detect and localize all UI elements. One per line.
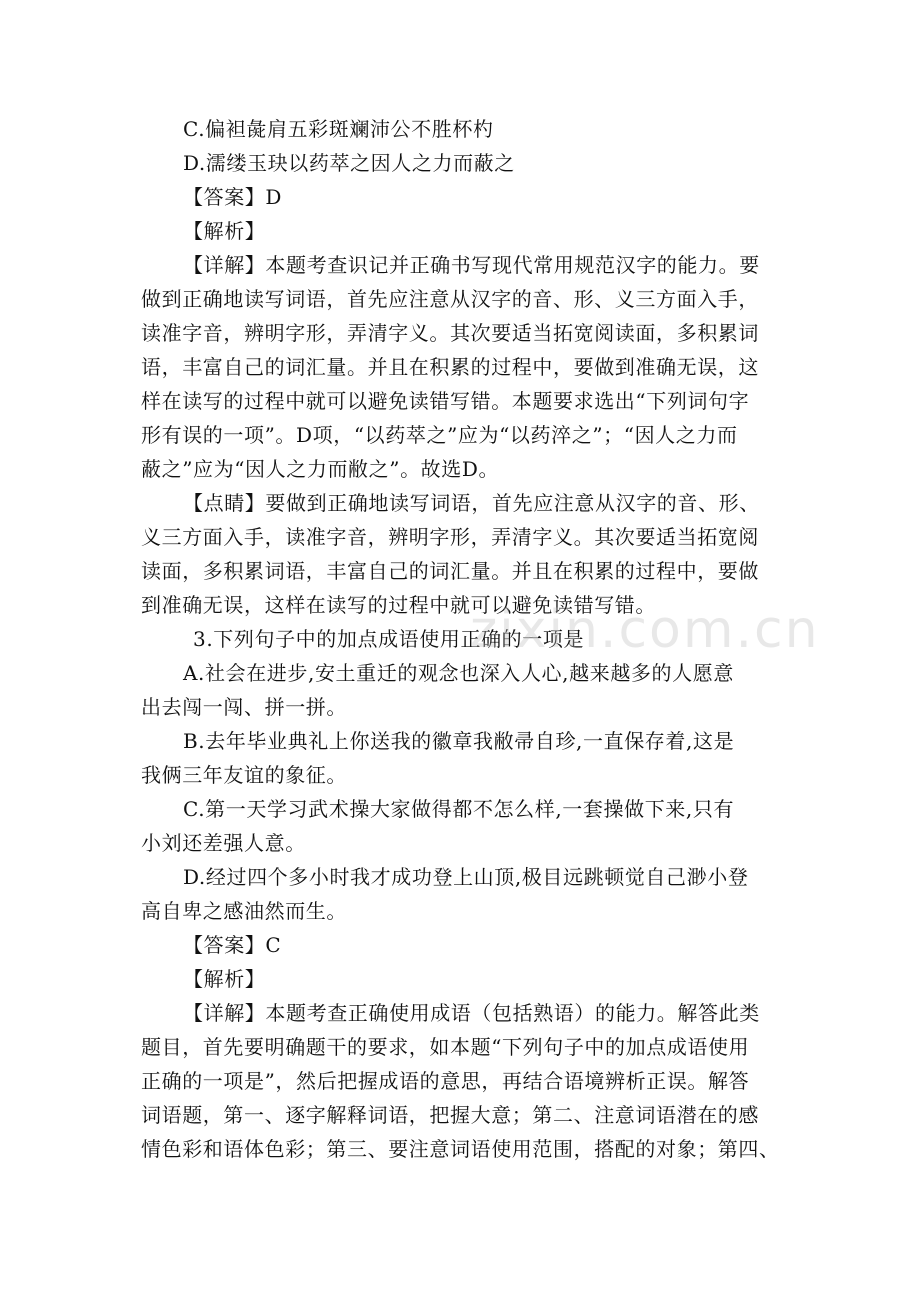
text-line: 样在读写的过程中就可以避免读错写错。本题要求选出“下列词句字 (141, 389, 750, 413)
text-line: 到准确无误，这样在读写的过程中就可以避免读错写错。 (141, 593, 656, 617)
text-line: 3.下列句子中的加点成语使用正确的一项是 (193, 627, 585, 651)
text-line: 高自卑之感油然而生。 (141, 899, 347, 923)
text-line: 义三方面入手，读准字音，辨明字形，弄清字义。其次要适当拓宽阅 (141, 525, 759, 549)
text-line: 语，丰富自己的词汇量。并且在积累的过程中，要做到准确无误，这 (141, 355, 759, 379)
text-line: 【解析】 (183, 219, 266, 243)
text-line: 情色彩和语体色彩；第三、要注意词语使用范围，搭配的对象；第四、 (141, 1137, 780, 1161)
watermark: zixin.com.cn (470, 600, 820, 660)
document-body (141, 112, 781, 1166)
text-line: 读面，多积累词语，丰富自己的词汇量。并且在积累的过程中，要做 (141, 559, 759, 583)
text-line: A.社会在进步,安土重迁的观念也深入人心,越来越多的人愿意 (183, 661, 734, 685)
text-line: 【答案】C (183, 933, 282, 957)
text-line: C.第一天学习武术操大家做得都不怎么样,一套操做下来,只有 (183, 797, 735, 821)
text-line: 正确的一项是”，然后把握成语的意思，再结合语境辨析正误。解答 (141, 1069, 750, 1093)
text-line: 词语题，第一、逐字解释词语，把握大意；第二、注意词语潜在的感 (141, 1103, 759, 1127)
text-line: 【详解】本题考查识记并正确书写现代常用规范汉字的能力。要 (183, 253, 760, 277)
text-line: 小刘还差强人意。 (141, 831, 306, 855)
text-line: 读准字音，辨明字形，弄清字义。其次要适当拓宽阅读面，多积累词 (141, 321, 759, 345)
text-line: 形有误的一项”。D项，“以药萃之”应为“以药淬之”；“因人之力而 (141, 423, 738, 447)
text-line: 出去闯一闯、拼一拼。 (141, 695, 347, 719)
text-line: B.去年毕业典礼上你送我的徽章我敝帚自珍,一直保存着,这是 (183, 729, 735, 753)
text-line: 我俩三年友谊的象征。 (141, 763, 347, 787)
text-line: 蔽之”应为“因人之力而敝之”。故选D。 (141, 457, 500, 481)
text-line: 【点睛】要做到正确地读写词语，首先应注意从汉字的音、形、 (183, 491, 760, 515)
text-line: D.濡缕玉玦以药萃之因人之力而蔽之 (183, 151, 515, 175)
text-line: 【详解】本题考查正确使用成语（包括熟语）的能力。解答此类 (183, 1001, 760, 1025)
text-line: 【解析】 (183, 967, 266, 991)
text-line: 题目，首先要明确题干的要求，如本题“下列句子中的加点成语使用 (141, 1035, 750, 1059)
text-line: D.经过四个多小时我才成功登上山顶,极目远跳顿觉自己渺小登 (183, 865, 749, 889)
text-line: C.偏袒彘肩五彩斑斓沛公不胜杯杓 (183, 117, 494, 141)
text-line: 做到正确地读写词语，首先应注意从汉字的音、形、义三方面入手， (141, 287, 759, 311)
text-line: 【答案】D (183, 185, 283, 209)
